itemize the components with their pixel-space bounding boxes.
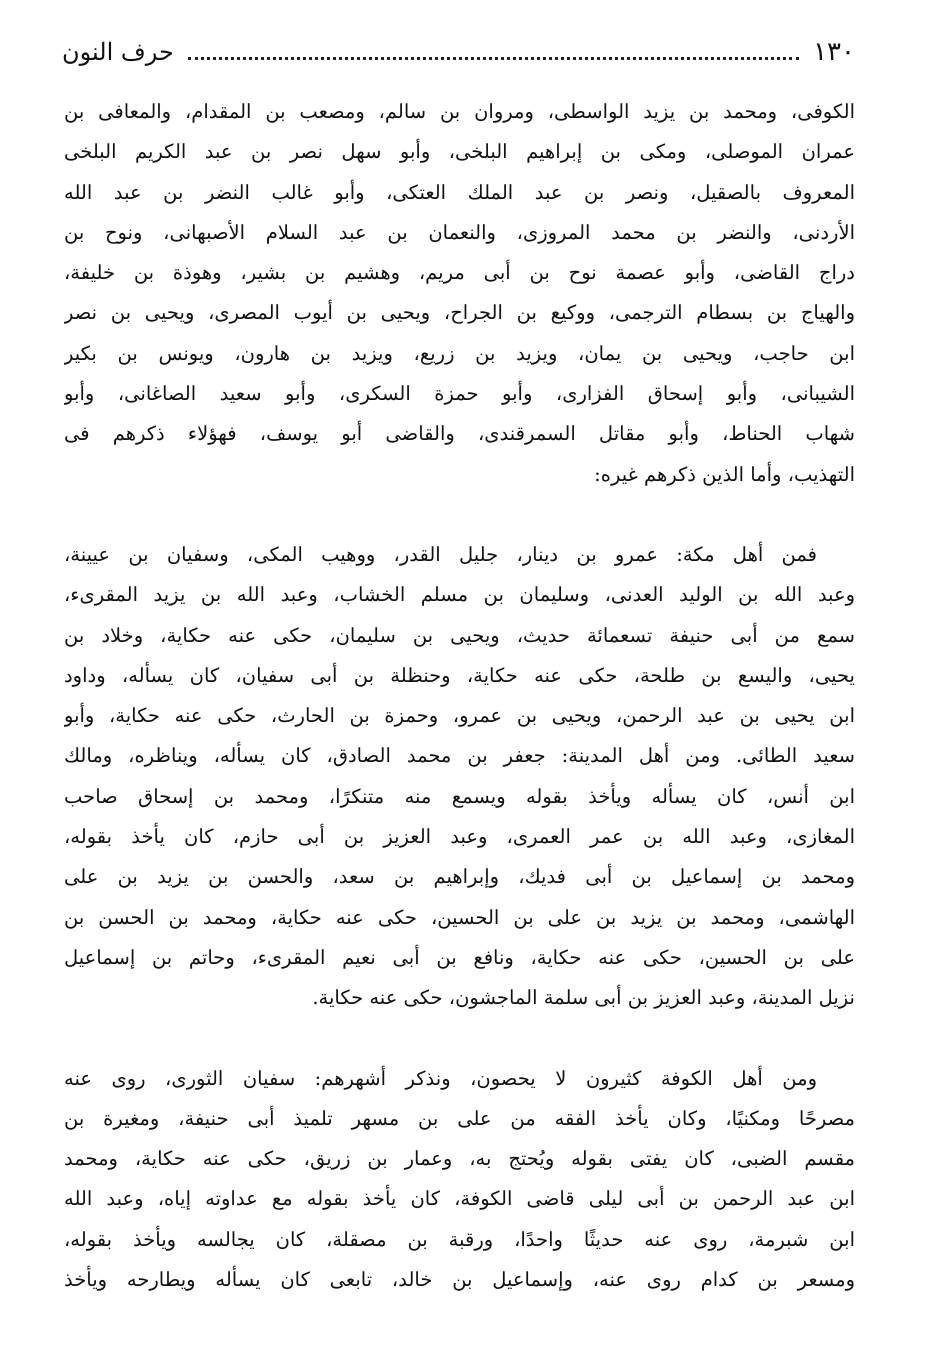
paragraph-3 bbox=[64, 1059, 855, 1301]
text-line: دراج القاضى، وأبو عصمة نوح بن أبى مريم، وهشيم بن بشير، وهوذة بن خليفة، bbox=[64, 261, 855, 285]
text-line: ومحمد بن إسماعيل بن أبى فديك، وإبراهيم بن سعد، والحسن بن يزيد بن على bbox=[64, 865, 855, 889]
text-line: والهياج بن بسطام الترجمى، ووكيع بن الجراح، ويحيى بن أيوب المصرى، ويحيى بن نصر bbox=[64, 301, 855, 325]
text-line: ابن حاجب، ويحيى بن يمان، ويزيد بن زريع، ويزيد بن هارون، ويونس بن بكير bbox=[64, 341, 855, 365]
text-line: المعروف بالصقيل، ونصر بن عبد الملك العتكى، وأبو غالب النضر بن عبد الله bbox=[64, 180, 855, 204]
text-line: وعبد الله بن الوليد العدنى، وسليمان بن مسلم الخشاب، وعبد الله بن يزيد المقرىء، bbox=[64, 583, 855, 607]
text-line: يحيى، واليسع بن طلحة، حكى عنه حكاية، وحنظلة بن أبى سفيان، كان يسأله، وداود bbox=[64, 663, 855, 687]
text-line: ابن شبرمة، روى عنه حديثًا واحدًا، ورقبة بن مصقلة، كان يجالسه ويأخذ بقوله، bbox=[64, 1227, 855, 1251]
text-line: على بن الحسين، حكى عنه حكاية، ونافع بن أبى نعيم المقرىء، وحاتم بن إسماعيل bbox=[64, 945, 855, 969]
text-line: التهذيب، وأما الذين ذكرهم غيره: bbox=[594, 462, 855, 486]
text-line: عمران الموصلى، ومكى بن إبراهيم البلخى، وأبو سهل نصر بن عبد الكريم البلخى bbox=[64, 140, 855, 164]
text-line: الكوفى، ومحمد بن يزيد الواسطى، ومروان بن سالم، ومصعب بن المقدام، والمعافى بن bbox=[64, 100, 855, 123]
text-line: سعيد الطائى. ومن أهل المدينة: جعفر بن محمد الصادق، كان يسأله، ويناظره، ومالك bbox=[64, 744, 855, 768]
page-number: ١٣٠ bbox=[813, 37, 855, 67]
text-line: سمع من أبى حنيفة تسعمائة حديث، ويحيى بن سليمان، حكى عنه حكاية، وخلاد بن bbox=[64, 623, 855, 647]
paragraph-2 bbox=[64, 535, 855, 1019]
page-header bbox=[62, 30, 855, 74]
text-line: مصرحًا ومكنيًا، وكان يأخذ الفقه من على بن مسهر تلميذ أبى حنيفة، ومغيرة بن bbox=[64, 1106, 855, 1130]
body-text bbox=[64, 92, 855, 1300]
text-line: الأردنى، والنضر بن محمد المروزى، والنعمان بن عبد السلام الأصبهانى، ونوح بن bbox=[64, 220, 855, 244]
text-line: ومن أهل الكوفة كثيرون لا يحصون، ونذكر أشهرهم: سفيان الثورى، روى عنه bbox=[64, 1066, 817, 1090]
text-line: فمن أهل مكة: عمرو بن دينار، جليل القدر، ووهيب المكى، وسفيان بن عيينة، bbox=[64, 542, 817, 566]
text-line: شهاب الحناط، وأبو مقاتل السمرقندى، والقاضى أبو يوسف، فهؤلاء ذكرهم فى bbox=[64, 422, 855, 446]
text-line: المغازى، وعبد الله بن عمر العمرى، وعبد العزيز بن أبى حازم، كان يأخذ بقوله، bbox=[64, 825, 855, 849]
text-line: ابن عبد الرحمن بن أبى ليلى قاضى الكوفة، كان يأخذ بقوله مع عداوته إياه، وعبد الله bbox=[64, 1187, 855, 1211]
chapter-title: حرف النون bbox=[62, 38, 174, 66]
text-line: ومسعر بن كدام روى عنه، وإسماعيل بن خالد، تابعى كان يسأله ويطارحه ويأخذ bbox=[64, 1268, 855, 1292]
text-line: ابن أنس، كان يسأله ويأخذ بقوله ويسمع منه متنكرًا، ومحمد بن إسحاق صاحب bbox=[64, 784, 855, 808]
text-line: ابن يحيى بن عبد الرحمن، ويحيى بن عمرو، وحمزة بن الحارث، حكى عنه حكاية، وأبو bbox=[64, 704, 855, 728]
paragraph-1 bbox=[64, 92, 855, 495]
header-dotted-leader bbox=[188, 57, 799, 60]
text-line: مقسم الضبى، كان يفتى بقوله ويُحتج به، وعمار بن زريق، حكى عنه حكاية، ومحمد bbox=[64, 1147, 855, 1171]
text-line: نزيل المدينة، وعبد العزيز بن أبى سلمة الماجشون، حكى عنه حكاية. bbox=[312, 986, 855, 1010]
text-line: الهاشمى، ومحمد بن يزيد بن على بن الحسين، حكى عنه حكاية، ومحمد بن الحسن بن bbox=[64, 905, 855, 929]
text-line: الشيبانى، وأبو إسحاق الفزارى، وأبو حمزة السكرى، وأبو سعيد الصاغانى، وأبو bbox=[64, 382, 855, 406]
